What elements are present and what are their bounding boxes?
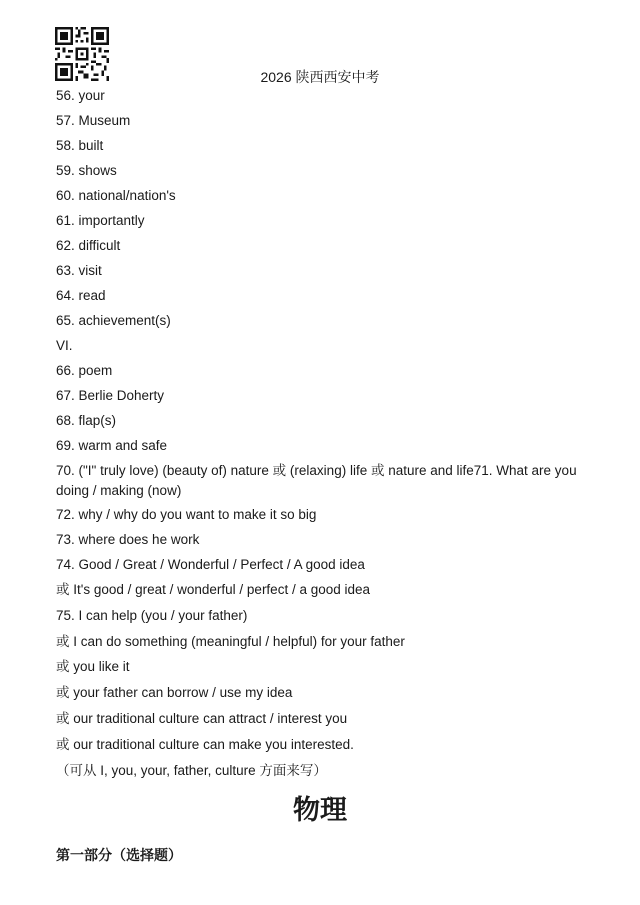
answer-list [56, 86, 586, 786]
answer-line: 70. ("I" truly love) (beauty of) nature 或 (relaxing) life 或 nature and life71. What are you doing / making (now) [56, 463, 577, 498]
answer-line: 61. importantly [56, 213, 145, 228]
answer-alternative-line: 或 It's good / great / wonderful / perfect / a good idea [56, 582, 371, 597]
writing-hint-note: （可从 I, you, your, father, culture 方面来写） [56, 762, 327, 778]
part-heading: 第一部分（选择题） [56, 848, 182, 864]
answer-alternative-line: 或 our traditional culture can attract / interest you [56, 710, 348, 726]
page-header-title: 2026 陕西西安中考 [260, 69, 380, 85]
answer-alternative-line: 或 your father can borrow / use my idea [56, 685, 293, 701]
answer-line: 66. poem [56, 363, 113, 378]
answer-line: 63. visit [56, 263, 102, 278]
answer-line: 59. shows [56, 163, 117, 178]
section-roman-numeral: VI. [56, 338, 73, 353]
subject-title: 物理 [293, 795, 347, 826]
answer-line: 67. Berlie Doherty [56, 388, 165, 403]
answer-line: 62. difficult [56, 238, 121, 253]
answer-alternative-line: 或 our traditional culture can make you interested. [56, 736, 354, 752]
answer-line: 60. national/nation's [56, 188, 176, 203]
answer-alternative-line: 或 you like it [56, 659, 130, 675]
answer-line: 57. Museum [56, 113, 131, 128]
answer-line: 64. read [56, 288, 106, 303]
answer-line: 69. warm and safe [56, 438, 168, 453]
answer-line: 68. flap(s) [56, 413, 117, 428]
answer-alternative-line: 或 I can do something (meaningful / helpful) for your father [56, 633, 405, 649]
answer-line: 74. Good / Great / Wonderful / Perfect / A good idea [56, 557, 365, 572]
answer-line: 56. your [56, 88, 105, 103]
answer-line: 73. where does he work [56, 532, 200, 547]
answer-line: 58. built [56, 138, 104, 153]
answer-line: 65. achievement(s) [56, 313, 171, 328]
answer-line: 75. I can help (you / your father) [56, 607, 248, 623]
answer-line: 72. why / why do you want to make it so big [56, 507, 317, 522]
